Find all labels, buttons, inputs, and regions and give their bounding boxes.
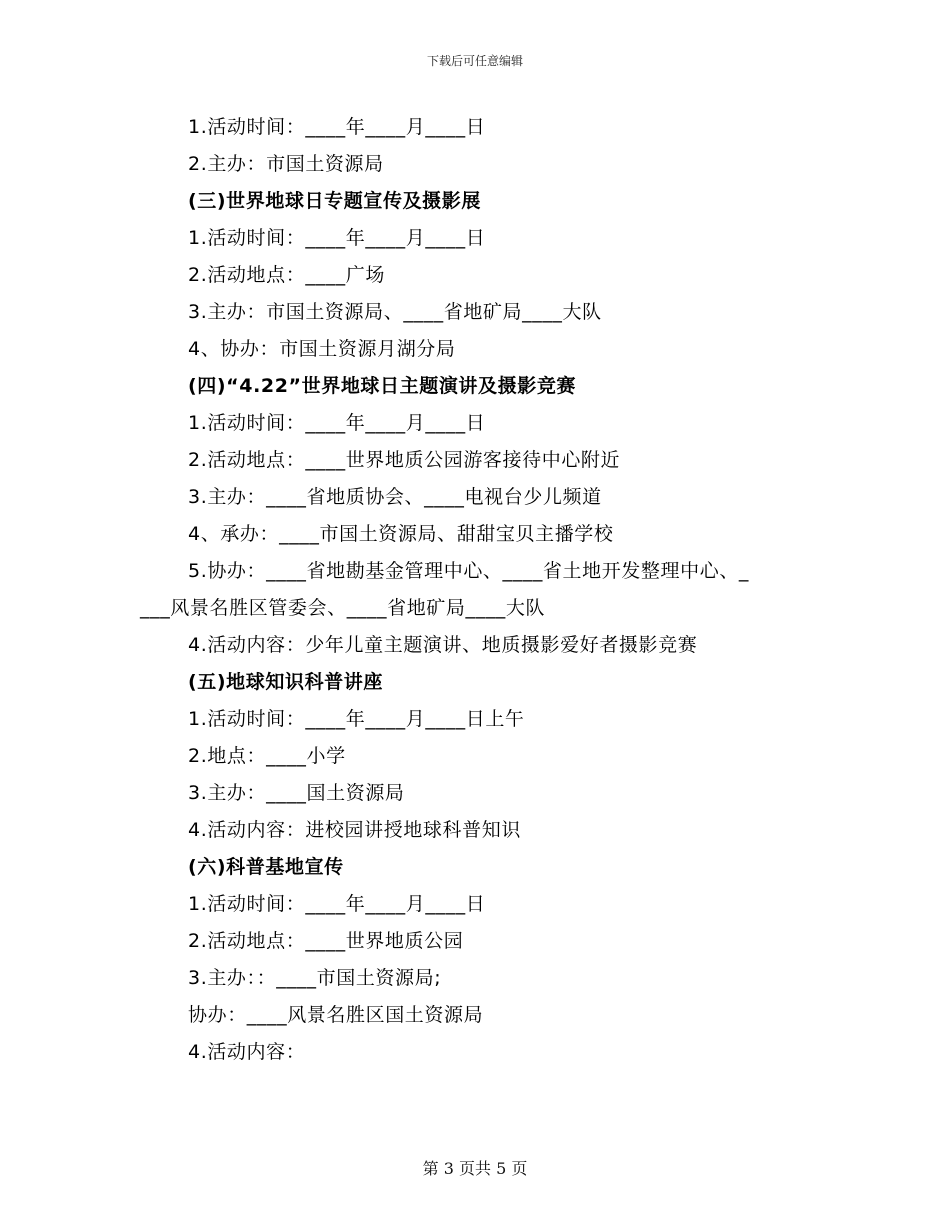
text-line: 3.主办：市国土资源局、____省地矿局____大队 [188, 301, 602, 323]
text-line: 2.活动地点：____世界地质公园 [188, 930, 464, 952]
text-line: 1.活动时间：____年____月____日 [188, 412, 486, 434]
text-line: 4、协办：市国土资源月湖分局 [188, 338, 456, 360]
text-line: 3.主办：____国土资源局 [188, 782, 405, 804]
text-line: 1.活动时间：____年____月____日 [188, 116, 486, 138]
text-line: 协办：____风景名胜区国土资源局 [188, 1004, 484, 1026]
page-header: 下载后可任意编辑 [426, 54, 523, 68]
text-line: 2.主办：市国土资源局 [188, 153, 384, 175]
text-line: 2.活动地点：____广场 [188, 264, 385, 286]
text-line: 3.主办：____省地质协会、____电视台少儿频道 [188, 486, 602, 508]
text-line: 4.活动内容：进校园讲授地球科普知识 [188, 819, 521, 841]
text-line-continuation: ___风景名胜区管委会、____省地矿局____大队 [140, 597, 546, 619]
text-line: 5.协办：____省地勘基金管理中心、____省土地开发整理中心、_ [188, 560, 750, 582]
text-line: 1.活动时间：____年____月____日 [188, 227, 486, 249]
page-footer: 第 3 页共 5 页 [422, 1159, 528, 1178]
text-line: 4.活动内容：少年儿童主题演讲、地质摄影爱好者摄影竞赛 [188, 634, 698, 656]
section-heading: (六)科普基地宣传 [188, 856, 344, 878]
section-heading: (三)世界地球日专题宣传及摄影展 [188, 190, 481, 212]
text-line: 1.活动时间：____年____月____日上午 [188, 708, 525, 730]
text-line: 4.活动内容： [188, 1041, 306, 1063]
text-line: 2.活动地点：____世界地质公园游客接待中心附近 [188, 449, 621, 471]
section-heading: (四)“4.22”世界地球日主题演讲及摄影竞赛 [188, 375, 577, 397]
text-line: 4、承办：____市国土资源局、甜甜宝贝主播学校 [188, 523, 614, 545]
text-line: 1.活动时间：____年____月____日 [188, 893, 486, 915]
text-line: 3.主办：：____市国土资源局; [188, 967, 442, 989]
text-line: 2.地点：____小学 [188, 745, 346, 767]
section-heading: (五)地球知识科普讲座 [188, 671, 383, 693]
